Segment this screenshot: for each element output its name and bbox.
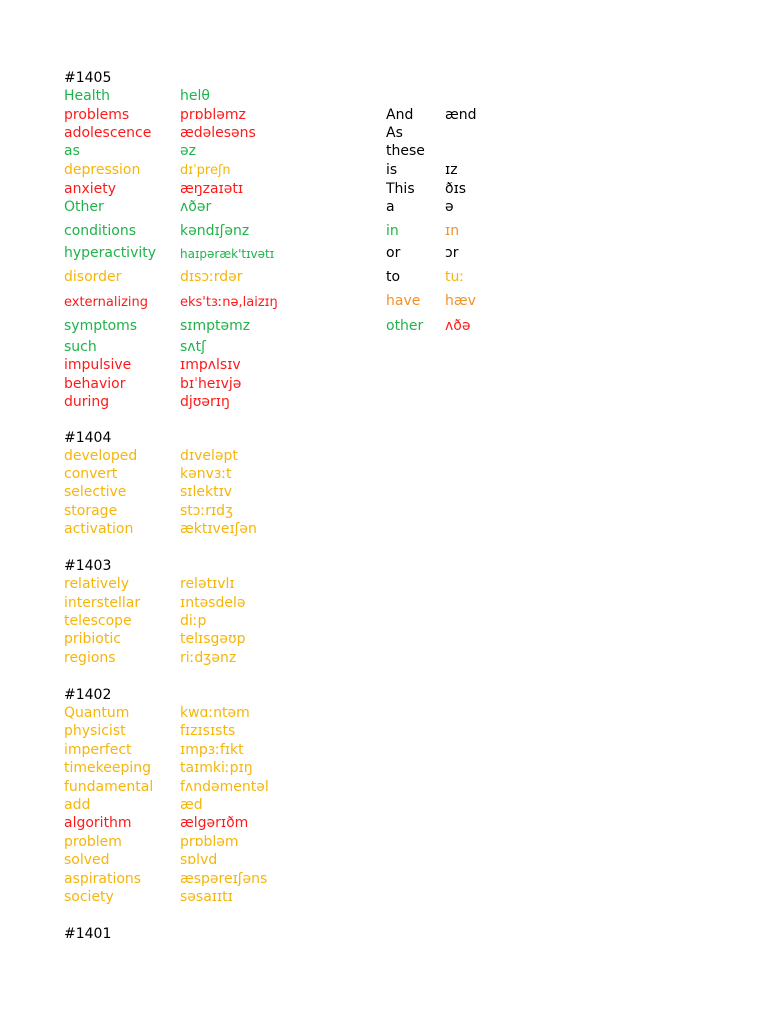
side-word: is xyxy=(386,162,398,178)
ipa: səsaɪɪtɪ xyxy=(180,889,233,905)
ipa: ædəlesəns xyxy=(180,125,256,141)
word: Quantum xyxy=(64,705,130,721)
word: interstellar xyxy=(64,595,141,611)
ipa: bɪˈheɪvjə xyxy=(180,376,242,392)
ipa: prɒbləm xyxy=(180,834,239,850)
side-ipa: tuː xyxy=(445,269,465,285)
side-word: And xyxy=(386,107,414,123)
ipa: helθ xyxy=(180,88,210,104)
word: during xyxy=(64,394,110,410)
ipa: dɪsɔːrdər xyxy=(180,269,243,285)
ipa: taɪmkiːpɪŋ xyxy=(180,760,253,776)
side-word: have xyxy=(386,293,421,309)
side-ipa: ɪz xyxy=(445,162,458,178)
word: relatively xyxy=(64,576,129,592)
word: society xyxy=(64,889,114,905)
side-word: This xyxy=(386,181,415,197)
word: timekeeping xyxy=(64,760,152,776)
ipa: riːdʒənz xyxy=(180,650,237,666)
ipa: kəndɪʃənz xyxy=(180,223,250,239)
side-word: other xyxy=(386,318,424,334)
ipa: haɪpəræk'tɪvətɪ xyxy=(180,247,275,261)
section-id: #1405 xyxy=(64,70,112,86)
section-id: #1404 xyxy=(64,430,112,446)
ipa: sɒlvd xyxy=(180,852,218,868)
side-ipa: ðɪs xyxy=(445,181,467,197)
word: Other xyxy=(64,199,104,215)
word: solved xyxy=(64,852,110,868)
ipa: dɪˈpreʃn xyxy=(180,163,231,178)
ipa: æktɪveɪʃən xyxy=(180,521,257,537)
word: selective xyxy=(64,484,127,500)
word: telescope xyxy=(64,613,132,629)
ipa: ælgərɪðm xyxy=(180,815,249,831)
word: conditions xyxy=(64,223,137,239)
word: regions xyxy=(64,650,116,666)
word: pribiotic xyxy=(64,631,121,647)
word: adolescence xyxy=(64,125,152,141)
word: behavior xyxy=(64,376,126,392)
ipa: kənvɜːt xyxy=(180,466,232,482)
word: externalizing xyxy=(64,295,149,310)
word: depression xyxy=(64,162,141,178)
ipa: diːp xyxy=(180,613,207,629)
ipa: stɔːrɪdʒ xyxy=(180,503,234,519)
word: storage xyxy=(64,503,118,519)
ipa: ɪmpɜːfɪkt xyxy=(180,742,244,758)
ipa: æspəreɪʃəns xyxy=(180,871,268,887)
ipa: relətɪvlɪ xyxy=(180,576,235,592)
side-word: to xyxy=(386,269,401,285)
word: as xyxy=(64,143,80,159)
section-id: #1402 xyxy=(64,687,112,703)
side-word: in xyxy=(386,223,399,239)
word: algorithm xyxy=(64,815,132,831)
side-word: or xyxy=(386,245,401,261)
ipa: æd xyxy=(180,797,203,813)
word: problem xyxy=(64,834,122,850)
side-ipa: ænd xyxy=(445,107,477,123)
word: fundamental xyxy=(64,779,154,795)
ipa: sɪmptəmz xyxy=(180,318,251,334)
word: Health xyxy=(64,88,110,104)
word: problems xyxy=(64,107,130,123)
word: hyperactivity xyxy=(64,245,157,261)
side-ipa: hæv xyxy=(445,293,476,309)
ipa: sɪlektɪv xyxy=(180,484,233,500)
side-ipa: ə xyxy=(445,199,454,215)
word: developed xyxy=(64,448,138,464)
ipa: fɪzɪsɪsts xyxy=(180,723,236,739)
word: imperfect xyxy=(64,742,132,758)
side-ipa: ɪn xyxy=(445,223,460,239)
side-word: As xyxy=(386,125,403,141)
word: physicist xyxy=(64,723,126,739)
side-word: these xyxy=(386,143,425,159)
word: convert xyxy=(64,466,118,482)
word: symptoms xyxy=(64,318,138,334)
side-ipa: ʌðə xyxy=(445,318,471,334)
side-ipa: ɔr xyxy=(445,245,459,261)
ipa: ɪntəsdelə xyxy=(180,595,246,611)
ipa: kwɑːntəm xyxy=(180,705,250,721)
section-id: #1401 xyxy=(64,926,112,942)
ipa: telɪsgəʊp xyxy=(180,631,246,647)
ipa: djʊərɪŋ xyxy=(180,394,230,410)
ipa: fʌndəmentəl xyxy=(180,779,269,795)
word: impulsive xyxy=(64,357,132,373)
ipa: dɪveləpt xyxy=(180,448,238,464)
word: add xyxy=(64,797,91,813)
ipa: ɪmpʌlsɪv xyxy=(180,357,241,373)
ipa: ʌðər xyxy=(180,199,212,215)
ipa: æŋzaɪətɪ xyxy=(180,181,244,197)
word: such xyxy=(64,339,97,355)
side-word: a xyxy=(386,199,395,215)
word: disorder xyxy=(64,269,122,285)
word: aspirations xyxy=(64,871,142,887)
section-id: #1403 xyxy=(64,558,112,574)
ipa: sʌtʃ xyxy=(180,339,206,355)
ipa: prɒbləmz xyxy=(180,107,246,123)
ipa: əz xyxy=(180,143,196,159)
word: anxiety xyxy=(64,181,117,197)
word: activation xyxy=(64,521,134,537)
ipa: eks'tɜːnə,laizɪŋ xyxy=(180,295,278,310)
